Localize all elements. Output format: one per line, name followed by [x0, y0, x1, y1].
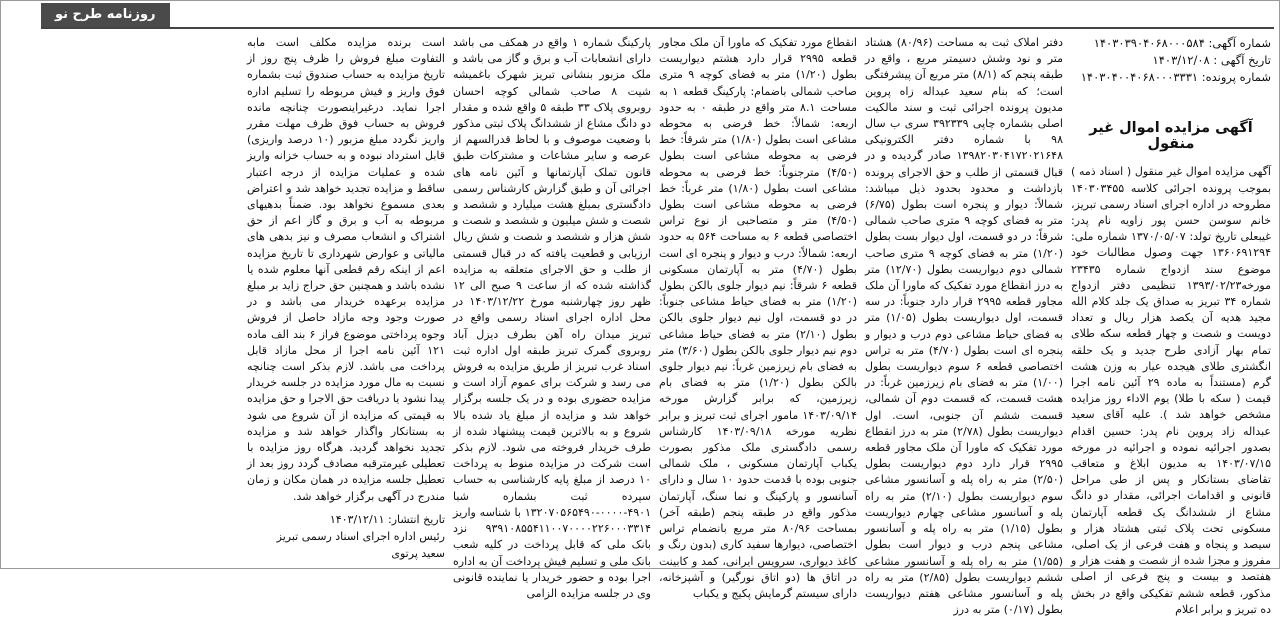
column-3-text: انقطاع مورد تفکیک که ماورا آن ملک مجاور قطعه ۲۹۹۵ قرار دارد هشتم دیواریست بطول (۱/۲۰) متر به فضای کوچه ۹ متری صاحب شمالی باضمام: پارکینگ قطعه ۱ به مساحت ۸.۱ متر واقع در طبقه ۰ به حدود اربعه: شمالاً: خط فرضی به محوطه مشاعی است بطول (۱/۸۰) متر شرقاً: خط فرضی به محوطه مشاعی است بطول (۴/۵۰) مترجنوباً: خط فرضی به محوطه مشاعی است بطول (۱/۸۰) متر غرباً: خط فرضی به محوطه مشاعی است بطول (۴/۵۰) متر و متصاحبی از نوع تراس اختصاصی قطعه ۶ به مساحت ۵۶۴ به حدود اربعه: شمالاً: درب و دیوار و پنجره ای است بطول (۴/۷۰) متر به آپارتمان مسکونی قطعه ۶ شرقاً: نیم دیوار جلوی بالکن بطول (۱/۲۰) متر به فضای حیاط مشاعی جنوباً: در دو قسمت، اول نیم دیوار جلوی بالکن بطول (۲/۱۰) متر به فضای حیاط مشاعی دوم نیم دیوار جلوی بالکن بطول (۳/۶۰) متر به فضای بام زیرزمین غرباً: نیم دیوار جلوی بالکن بطول (۱/۲۰) متر به فضای بام زیرزمین، که برابر گزارش مورخه ۱۴۰۳/۰۹/۱۴ مامور اجرای ثبت تبریز و برابر نظریه مورخه ۱۴۰۳/۰۹/۱۸ کارشناس رسمی دادگستری ملک مذکور بصورت یکباب آپارتمان مسکونی ، ملک شمالی جنوبی بوده با قدمت حدود ۱۰ سال و دارای آسانسور و پارکینگ و نما سنگ، آپارتمان مذکور واقع در طبقه پنجم (طبقه آخر) بمساحت ۸۰/۹۶ متر مربع بانضمام تراس اختصاصی، دیوارها سفید کاری (بدون رنگ و کاغذ دیواری، سرویس ایرانی، کمد و کابینت در اتاق ها (دو اتاق نورگیر) و آشپزخانه، دارای سیستم گرمایش پکیج و یکباب	[659, 36, 858, 600]
column-3	[659, 35, 858, 600]
signer-title: رئیس اداره اجرای اسناد رسمی تبریز	[276, 529, 445, 543]
notice-title: آگهی مزایده اموال غیر منقول	[1089, 120, 1253, 153]
signer-name: سعید پرتوی	[391, 546, 445, 560]
column-4-text: پارکینگ شماره ۱ واقع در همکف می باشد دارای انشعابات آب و برق و گاز می باشد و ملک مزبور بنشانی تبریز شهرک باغمیشه شیت ۸ صاحب شمالی کوچه احسان روبروی پلاک ۳۳ طبقه ۵ واقع شده و مقدار دو دانگ مشاع از ششدانگ پلاک ثبتی مذکور با وضعیت موصوف و با لحاظ قدرالسهم از عرصه و سایر مشاعات و مشترکات طبق قانون تملک آپارتمانها و آئین نامه های اجرائی آن و طبق گزارش کارشناس رسمی دادگستری بمبلغ هشت میلیارد و ششصد و شصت و شش میلیون و ششصد و شصت و شش هزار و ششصد و شصت و شش ریال ارزیابی و قطعیت یافته که در قبال قسمتی از طلب و حق الاجرای متعلقه به مزایده گذاشته شده که از ساعت ۹ صبح الی ۱۲ ظهر روز چهارشنبه مورخ ۱۴۰۳/۱۲/۲۲ در محل اداره اجرای اسناد رسمی واقع در تبریز میدان راه آهن بطرف دیزل آباد روبروی گمرک تبریز طبقه اول اداره ثبت اسناد غرب تبریز از طریق مزایده به فروش می رسد و شرکت برای عموم آزاد است و مزایده حضوری بوده و در یک جلسه برگزار خواهد شد و مزایده از مبلغ یاد شده بالا شروع و به بالاترین قیمت پیشنهاد شده از طرف خریدار فروخته می شود. لازم بذکر است شرکت در مزایده منوط به پرداخت ۱۰ درصد از مبلغ پایه کارشناسی به حساب سپرده ثبت بشماره شبا ۴۹۰۱-۰۰۰۰-۱۳۲۰۷۰۵۶۵۴۹۰ با شناسه واریز ۹۳۹۱۰۸۵۵۴۱۱۰۰۷۰۰۰۰۲۲۶۰۰۰۳۳۱۴ نزد بانک ملی که قابل پرداخت در کلیه شعب بانک ملی و تسلیم فیش پرداخت آن به اداره اجرا بوده و حضور خریدار یا نماینده قانونی وی در جلسه مزایده الزامی	[453, 36, 652, 600]
column-5-text: است برنده مزایده مکلف است مابه التفاوت مبلغ فروش را ظرف پنج روز از تاریخ مزایده به حساب صندوق ثبت بشماره فوق واریز و فیش مربوطه را تسلیم اداره اجرا نماید. درغیراینصورت چنانچه مانده فروش به حساب فوق ظرف مهلت مقرر واریز نگردد مبلغ مزبور (۱۰ درصد واریزی) قابل استرداد نبوده و به حساب خزانه واریز شده و عملیات مزایده از درجه اعتبار ساقط و مزایده تجدید خواهد شد و اعتراض بعدی مسموع نخواهد بود. ضمناً بدهیهای مربوطه به آب و برق و گاز اعم از حق اشتراک و انشعاب مصرف و نیز بدهی های مالیاتی و عوارض شهرداری تا تاریخ مزایده اعم از اینکه رقم قطعی آنها معلوم شده یا نشده باشد و همچنین حق حراج زاید بر مبلغ مزایده برعهده خریدار می باشد و در صورت وجود وجه مازاد حاصل از فروش وجوه پرداختی موضوع فراز ۶ بند الف ماده ۱۲۱ آئین نامه اجرا از محل مازاد قابل پرداخت می باشد. لازم بذکر است چنانچه نسبت به مال مورد مزایده در جلسه خریدار پیدا نشود یا دریافت حق الاجرا و حق مزایده به قیمتی که مزایده از آن شروع می شود به بستانکار واگذار خواهد شد و مزایده تجدید نخواهد گردید. هرگاه روز مزایده با تعطیلی غیرمترقبه مصادف گردد روز بعد از تعطیل جلسه مزایده در همان مکان و زمان مندرج در آگهی برگزار خواهد شد.	[247, 36, 445, 503]
notice-number: شماره آگهی: ۱۴۰۳۰۳۹۰۴۰۶۸۰۰۰۵۸۴	[1093, 36, 1271, 50]
publish-date: تاریخ انتشار: ۱۴۰۳/۱۲/۱۱	[329, 512, 445, 526]
header-bar	[41, 3, 1274, 29]
case-number: شماره پرونده: ۱۴۰۳۰۴۰۰۴۰۶۸۰۰۰۳۳۳۱	[1080, 70, 1271, 84]
notice-date: تاریخ آگهی : ۱۴۰۳/۱۲/۰۸	[1152, 53, 1271, 67]
column-5	[247, 35, 445, 564]
newspaper-brand: روزنامه طرح نو	[41, 3, 170, 27]
column-2-text: دفتر املاک ثبت به مساحت (۸۰/۹۶) هشتاد متر و نود وشش دسیمتر مربع ، واقع در طبقه پنجم که (۸/۱) متر مربع آن پیشرفتگی است؛ که بنام سعید عبداله زاه پروین مدیون پرونده اجرائی ثبت و سند مالکیت اصلی بشماره چاپی ۳۹۲۳۳۹ سری ب سال ۹۸ با شماره دفتر الکترونیکی ۱۳۹۸۲۰۳۰۴۱۷۲۰۲۱۶۴۸ صادر گردیده و در قبال قسمتی از طلب و حق الاجرای پرونده بازداشت و محدود بحدود ذیل میباشد: شمالاً: دیوار و پنجره است بطول (۶/۷۵) متر به فضای کوچه ۹ متری صاحب شمالی شرقاً: در دو قسمت، اول دیوار بست بطول (۱/۲۰) متر به فضای کوچه ۹ متری صاحب شمالی دوم دیواریست بطول (۱۲/۷۰) متر به درز انقطاع مورد تفکیک که ماورا آن ملک مجاور قطعه ۲۹۹۵ قرار دارد جنوباً: در سه قسمت، اول دیواریست بطول (۱/۰۵) متر به فضای حیاط مشاعی دوم درب و دیوار و پنجره ای است بطول (۴/۷۰) متر به تراس اختصاصی قطعه ۶ سوم دیواریست بطول (۱/۰۰) متر به فضای بام زیرزمین غرباً: در هشت قسمت، که قسمت دوم آن شمالی، قسمت ششم آن جنوبی، است. اول دیواریست بطول (۲/۷۸) متر به درز انقطاع مورد تفکیک که ماورا آن ملک مجاور قطعه ۲۹۹۵ قرار دارد دوم دیواریست بطول (۲/۵۰) متر به راه پله و آسانسور مشاعی سوم دیواریست بطول (۲/۱۰) متر به راه پله و آسانسور مشاعی چهارم دیواریست بطول (۱/۱۵) متر به راه پله و آسانسور مشاعی پنجم درب و دیوار است بطول (۱/۵۵) متر به راه پله و آسانسور مشاعی ششم دیواریست بطول (۲/۸۵) متر به راه پله و آسانسور مشاعی هفتم دیواریست بطول (۰/۱۷) متر به درز	[865, 36, 1064, 617]
column-1-text: آگهی مزایده اموال غیر منقول ( اسناد ذمه ) بموجب پرونده اجرائی کلاسه ۱۴۰۳۰۳۴۵۵ مطروحه در اداره اجرای اسناد رسمی تبریز، خانم سوسن حسن پور زاویه نام پدر: غیبعلی تاریخ تولد: ۱۳۷۰/۰۵/۰۷ شماره ملی: ۱۳۶۰۶۹۱۲۹۴ جهت وصول مطالبات خود موضوع سند ازدواج شماره ۲۳۴۳۵ مورخه۱۳۹۳/۰۲/۲۳ تنظیمی دفتر ازدواج شماره ۳۴ تبریز به صداق یک جلد کلام الله مجید هدیه آن یکصد هزار ریال و تعداد دویست و شصت و چهار قطعه سکه طلای تمام بهار آزادی طرح جدید و یک حلقه انگشتری طلای هیجده عیار به وزن هشت گرم (مستنداً به ماده ۲۹ آئین نامه اجرا قیمت ( سکه با طلا) یوم الاداء روز مزایده مشخص خواهد شد ). علیه آقای سعید عبداله زاد پروین نام پدر: حسین اقدام بصدور اجرائیه نموده و اجرائیه در مورخه ۱۴۰۳/۰۷/۱۵ به مدیون ابلاغ و متعاقب تقاضای بستانکار و پس از طی مراحل قانونی و اقدامات اجرائی، مقدار دو دانگ مشاع از ششدانگ یک قطعه آپارتمان مسکونی تحت پلاک ثبتی هشتاد هزار و سیصد و پنجاه و هفت فرعی از یک اصلی، مفروز و مجزا شده از شصت و هفت هزار و هفتصد و بیست و پنج فرعی از اصلی مذکور، قطعه ششم تفکیکی واقع در بخش ده تبریز و برابر اعلام	[1071, 165, 1272, 616]
column-2	[865, 35, 1064, 617]
column-1	[1071, 35, 1272, 616]
column-4	[453, 35, 652, 600]
notice-columns	[7, 35, 1272, 617]
signature-block	[247, 511, 445, 562]
